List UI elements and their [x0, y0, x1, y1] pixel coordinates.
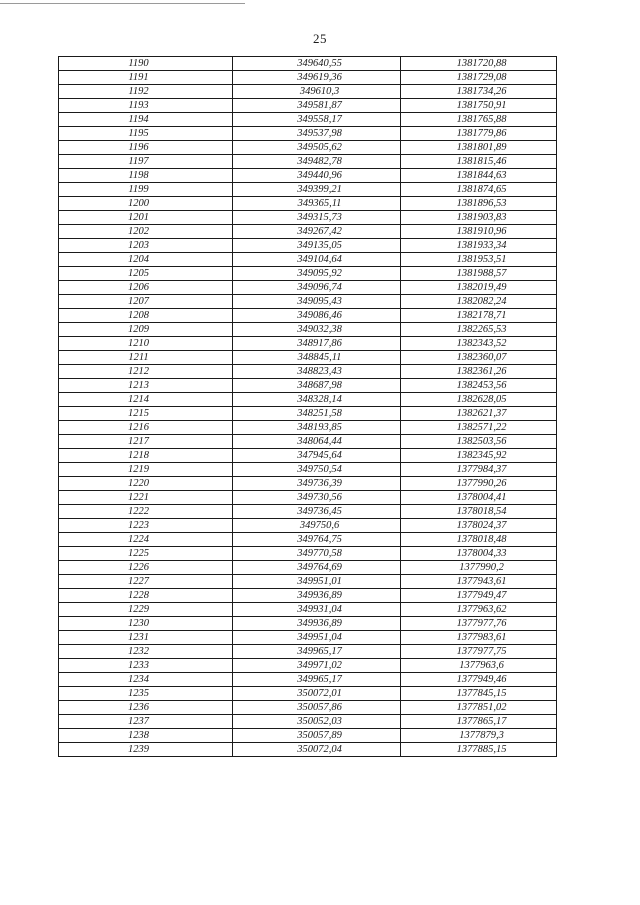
y-coordinate-cell: 1381933,34	[401, 239, 557, 253]
x-coordinate-cell: 348251,58	[233, 407, 401, 421]
table-row	[59, 407, 557, 421]
y-coordinate-cell: 1382019,49	[401, 281, 557, 295]
y-coordinate-cell: 1381720,88	[401, 57, 557, 71]
table-row	[59, 253, 557, 267]
coordinates-table	[58, 56, 557, 757]
y-coordinate-cell: 1382571,22	[401, 421, 557, 435]
y-coordinate-cell: 1381953,51	[401, 253, 557, 267]
y-coordinate-cell: 1377943,61	[401, 575, 557, 589]
y-coordinate-cell: 1381750,91	[401, 99, 557, 113]
x-coordinate-cell: 349365,11	[233, 197, 401, 211]
x-coordinate-cell: 349640,55	[233, 57, 401, 71]
table-row	[59, 631, 557, 645]
y-coordinate-cell: 1377963,62	[401, 603, 557, 617]
page-number: 25	[313, 31, 327, 46]
point-number-cell: 1211	[59, 351, 233, 365]
x-coordinate-cell: 349399,21	[233, 183, 401, 197]
table-row	[59, 743, 557, 757]
point-number-cell: 1225	[59, 547, 233, 561]
y-coordinate-cell: 1382361,26	[401, 365, 557, 379]
table-row	[59, 323, 557, 337]
y-coordinate-cell: 1382343,52	[401, 337, 557, 351]
x-coordinate-cell: 349764,75	[233, 533, 401, 547]
table-row	[59, 659, 557, 673]
table-row	[59, 589, 557, 603]
table-row	[59, 715, 557, 729]
point-number-cell: 1192	[59, 85, 233, 99]
y-coordinate-cell: 1382082,24	[401, 295, 557, 309]
y-coordinate-cell: 1381801,89	[401, 141, 557, 155]
table-row	[59, 211, 557, 225]
point-number-cell: 1214	[59, 393, 233, 407]
table-row	[59, 267, 557, 281]
table-row	[59, 127, 557, 141]
point-number-cell: 1220	[59, 477, 233, 491]
y-coordinate-cell: 1382265,53	[401, 323, 557, 337]
point-number-cell: 1223	[59, 519, 233, 533]
x-coordinate-cell: 349267,42	[233, 225, 401, 239]
y-coordinate-cell: 1377990,26	[401, 477, 557, 491]
point-number-cell: 1217	[59, 435, 233, 449]
table-row	[59, 365, 557, 379]
point-number-cell: 1197	[59, 155, 233, 169]
x-coordinate-cell: 349770,58	[233, 547, 401, 561]
point-number-cell: 1216	[59, 421, 233, 435]
table-row	[59, 463, 557, 477]
x-coordinate-cell: 349096,74	[233, 281, 401, 295]
table-row	[59, 449, 557, 463]
x-coordinate-cell: 349104,64	[233, 253, 401, 267]
table-row	[59, 393, 557, 407]
table-row	[59, 729, 557, 743]
point-number-cell: 1209	[59, 323, 233, 337]
point-number-cell: 1233	[59, 659, 233, 673]
y-coordinate-cell: 1382345,92	[401, 449, 557, 463]
y-coordinate-cell: 1377851,02	[401, 701, 557, 715]
y-coordinate-cell: 1377983,61	[401, 631, 557, 645]
point-number-cell: 1236	[59, 701, 233, 715]
x-coordinate-cell: 349965,17	[233, 645, 401, 659]
x-coordinate-cell: 349936,89	[233, 589, 401, 603]
table-row	[59, 421, 557, 435]
x-coordinate-cell: 347945,64	[233, 449, 401, 463]
top-rule	[0, 3, 245, 4]
x-coordinate-cell: 349135,05	[233, 239, 401, 253]
x-coordinate-cell: 349315,73	[233, 211, 401, 225]
y-coordinate-cell: 1382453,56	[401, 379, 557, 393]
point-number-cell: 1208	[59, 309, 233, 323]
point-number-cell: 1230	[59, 617, 233, 631]
x-coordinate-cell: 349971,02	[233, 659, 401, 673]
table-row	[59, 491, 557, 505]
table-row	[59, 337, 557, 351]
table-row	[59, 561, 557, 575]
point-number-cell: 1191	[59, 71, 233, 85]
table-row	[59, 183, 557, 197]
y-coordinate-cell: 1381874,65	[401, 183, 557, 197]
table-row	[59, 197, 557, 211]
y-coordinate-cell: 1377879,3	[401, 729, 557, 743]
table-row	[59, 519, 557, 533]
x-coordinate-cell: 349482,78	[233, 155, 401, 169]
x-coordinate-cell: 349610,3	[233, 85, 401, 99]
point-number-cell: 1203	[59, 239, 233, 253]
x-coordinate-cell: 349936,89	[233, 617, 401, 631]
point-number-cell: 1224	[59, 533, 233, 547]
point-number-cell: 1215	[59, 407, 233, 421]
x-coordinate-cell: 349951,01	[233, 575, 401, 589]
x-coordinate-cell: 349730,56	[233, 491, 401, 505]
x-coordinate-cell: 350072,04	[233, 743, 401, 757]
point-number-cell: 1219	[59, 463, 233, 477]
x-coordinate-cell: 349951,04	[233, 631, 401, 645]
point-number-cell: 1222	[59, 505, 233, 519]
x-coordinate-cell: 349736,45	[233, 505, 401, 519]
point-number-cell: 1218	[59, 449, 233, 463]
point-number-cell: 1232	[59, 645, 233, 659]
table-row	[59, 295, 557, 309]
point-number-cell: 1212	[59, 365, 233, 379]
table-row	[59, 85, 557, 99]
table-row	[59, 351, 557, 365]
point-number-cell: 1226	[59, 561, 233, 575]
x-coordinate-cell: 349581,87	[233, 99, 401, 113]
x-coordinate-cell: 350057,89	[233, 729, 401, 743]
y-coordinate-cell: 1381844,63	[401, 169, 557, 183]
y-coordinate-cell: 1382503,56	[401, 435, 557, 449]
point-number-cell: 1237	[59, 715, 233, 729]
table-row	[59, 505, 557, 519]
point-number-cell: 1234	[59, 673, 233, 687]
y-coordinate-cell: 1378018,54	[401, 505, 557, 519]
point-number-cell: 1199	[59, 183, 233, 197]
y-coordinate-cell: 1382628,05	[401, 393, 557, 407]
y-coordinate-cell: 1381988,57	[401, 267, 557, 281]
x-coordinate-cell: 350072,01	[233, 687, 401, 701]
point-number-cell: 1193	[59, 99, 233, 113]
x-coordinate-cell: 349440,96	[233, 169, 401, 183]
y-coordinate-cell: 1381896,53	[401, 197, 557, 211]
table-row	[59, 141, 557, 155]
y-coordinate-cell: 1377885,15	[401, 743, 557, 757]
point-number-cell: 1190	[59, 57, 233, 71]
point-number-cell: 1239	[59, 743, 233, 757]
y-coordinate-cell: 1382360,07	[401, 351, 557, 365]
y-coordinate-cell: 1382178,71	[401, 309, 557, 323]
point-number-cell: 1221	[59, 491, 233, 505]
y-coordinate-cell: 1377949,46	[401, 673, 557, 687]
x-coordinate-cell: 349095,92	[233, 267, 401, 281]
table-row	[59, 701, 557, 715]
y-coordinate-cell: 1382621,37	[401, 407, 557, 421]
point-number-cell: 1202	[59, 225, 233, 239]
table-row	[59, 477, 557, 491]
y-coordinate-cell: 1377963,6	[401, 659, 557, 673]
x-coordinate-cell: 349505,62	[233, 141, 401, 155]
table-row	[59, 309, 557, 323]
table-row	[59, 435, 557, 449]
y-coordinate-cell: 1378004,33	[401, 547, 557, 561]
point-number-cell: 1213	[59, 379, 233, 393]
point-number-cell: 1238	[59, 729, 233, 743]
table-row	[59, 575, 557, 589]
x-coordinate-cell: 349032,38	[233, 323, 401, 337]
point-number-cell: 1198	[59, 169, 233, 183]
x-coordinate-cell: 348328,14	[233, 393, 401, 407]
table-row	[59, 113, 557, 127]
y-coordinate-cell: 1377977,76	[401, 617, 557, 631]
point-number-cell: 1200	[59, 197, 233, 211]
y-coordinate-cell: 1378004,41	[401, 491, 557, 505]
point-number-cell: 1231	[59, 631, 233, 645]
x-coordinate-cell: 349764,69	[233, 561, 401, 575]
point-number-cell: 1195	[59, 127, 233, 141]
point-number-cell: 1210	[59, 337, 233, 351]
x-coordinate-cell: 349750,54	[233, 463, 401, 477]
table-row	[59, 99, 557, 113]
point-number-cell: 1228	[59, 589, 233, 603]
y-coordinate-cell: 1381734,26	[401, 85, 557, 99]
x-coordinate-cell: 348823,43	[233, 365, 401, 379]
point-number-cell: 1235	[59, 687, 233, 701]
x-coordinate-cell: 349931,04	[233, 603, 401, 617]
x-coordinate-cell: 350057,86	[233, 701, 401, 715]
table-row	[59, 71, 557, 85]
x-coordinate-cell: 348193,85	[233, 421, 401, 435]
y-coordinate-cell: 1381910,96	[401, 225, 557, 239]
table-row	[59, 687, 557, 701]
x-coordinate-cell: 349750,6	[233, 519, 401, 533]
y-coordinate-cell: 1377865,17	[401, 715, 557, 729]
point-number-cell: 1204	[59, 253, 233, 267]
x-coordinate-cell: 350052,03	[233, 715, 401, 729]
x-coordinate-cell: 349965,17	[233, 673, 401, 687]
point-number-cell: 1207	[59, 295, 233, 309]
point-number-cell: 1227	[59, 575, 233, 589]
table-row	[59, 155, 557, 169]
table-row	[59, 673, 557, 687]
x-coordinate-cell: 349558,17	[233, 113, 401, 127]
table-row	[59, 603, 557, 617]
x-coordinate-cell: 349086,46	[233, 309, 401, 323]
x-coordinate-cell: 349736,39	[233, 477, 401, 491]
x-coordinate-cell: 349095,43	[233, 295, 401, 309]
table-row	[59, 239, 557, 253]
x-coordinate-cell: 349537,98	[233, 127, 401, 141]
point-number-cell: 1201	[59, 211, 233, 225]
y-coordinate-cell: 1381903,83	[401, 211, 557, 225]
coordinates-table-body	[59, 57, 557, 757]
y-coordinate-cell: 1378018,48	[401, 533, 557, 547]
point-number-cell: 1206	[59, 281, 233, 295]
table-row	[59, 281, 557, 295]
point-number-cell: 1205	[59, 267, 233, 281]
y-coordinate-cell: 1377949,47	[401, 589, 557, 603]
table-row	[59, 547, 557, 561]
table-row	[59, 617, 557, 631]
y-coordinate-cell: 1377990,2	[401, 561, 557, 575]
y-coordinate-cell: 1381779,86	[401, 127, 557, 141]
y-coordinate-cell: 1377845,15	[401, 687, 557, 701]
x-coordinate-cell: 348064,44	[233, 435, 401, 449]
y-coordinate-cell: 1381815,46	[401, 155, 557, 169]
x-coordinate-cell: 348687,98	[233, 379, 401, 393]
y-coordinate-cell: 1378024,37	[401, 519, 557, 533]
x-coordinate-cell: 348845,11	[233, 351, 401, 365]
table-row	[59, 379, 557, 393]
x-coordinate-cell: 349619,36	[233, 71, 401, 85]
x-coordinate-cell: 348917,86	[233, 337, 401, 351]
y-coordinate-cell: 1381729,08	[401, 71, 557, 85]
y-coordinate-cell: 1377984,37	[401, 463, 557, 477]
table-row	[59, 169, 557, 183]
point-number-cell: 1229	[59, 603, 233, 617]
table-row	[59, 645, 557, 659]
table-row	[59, 225, 557, 239]
y-coordinate-cell: 1381765,88	[401, 113, 557, 127]
table-row	[59, 57, 557, 71]
point-number-cell: 1196	[59, 141, 233, 155]
point-number-cell: 1194	[59, 113, 233, 127]
y-coordinate-cell: 1377977,75	[401, 645, 557, 659]
table-row	[59, 533, 557, 547]
